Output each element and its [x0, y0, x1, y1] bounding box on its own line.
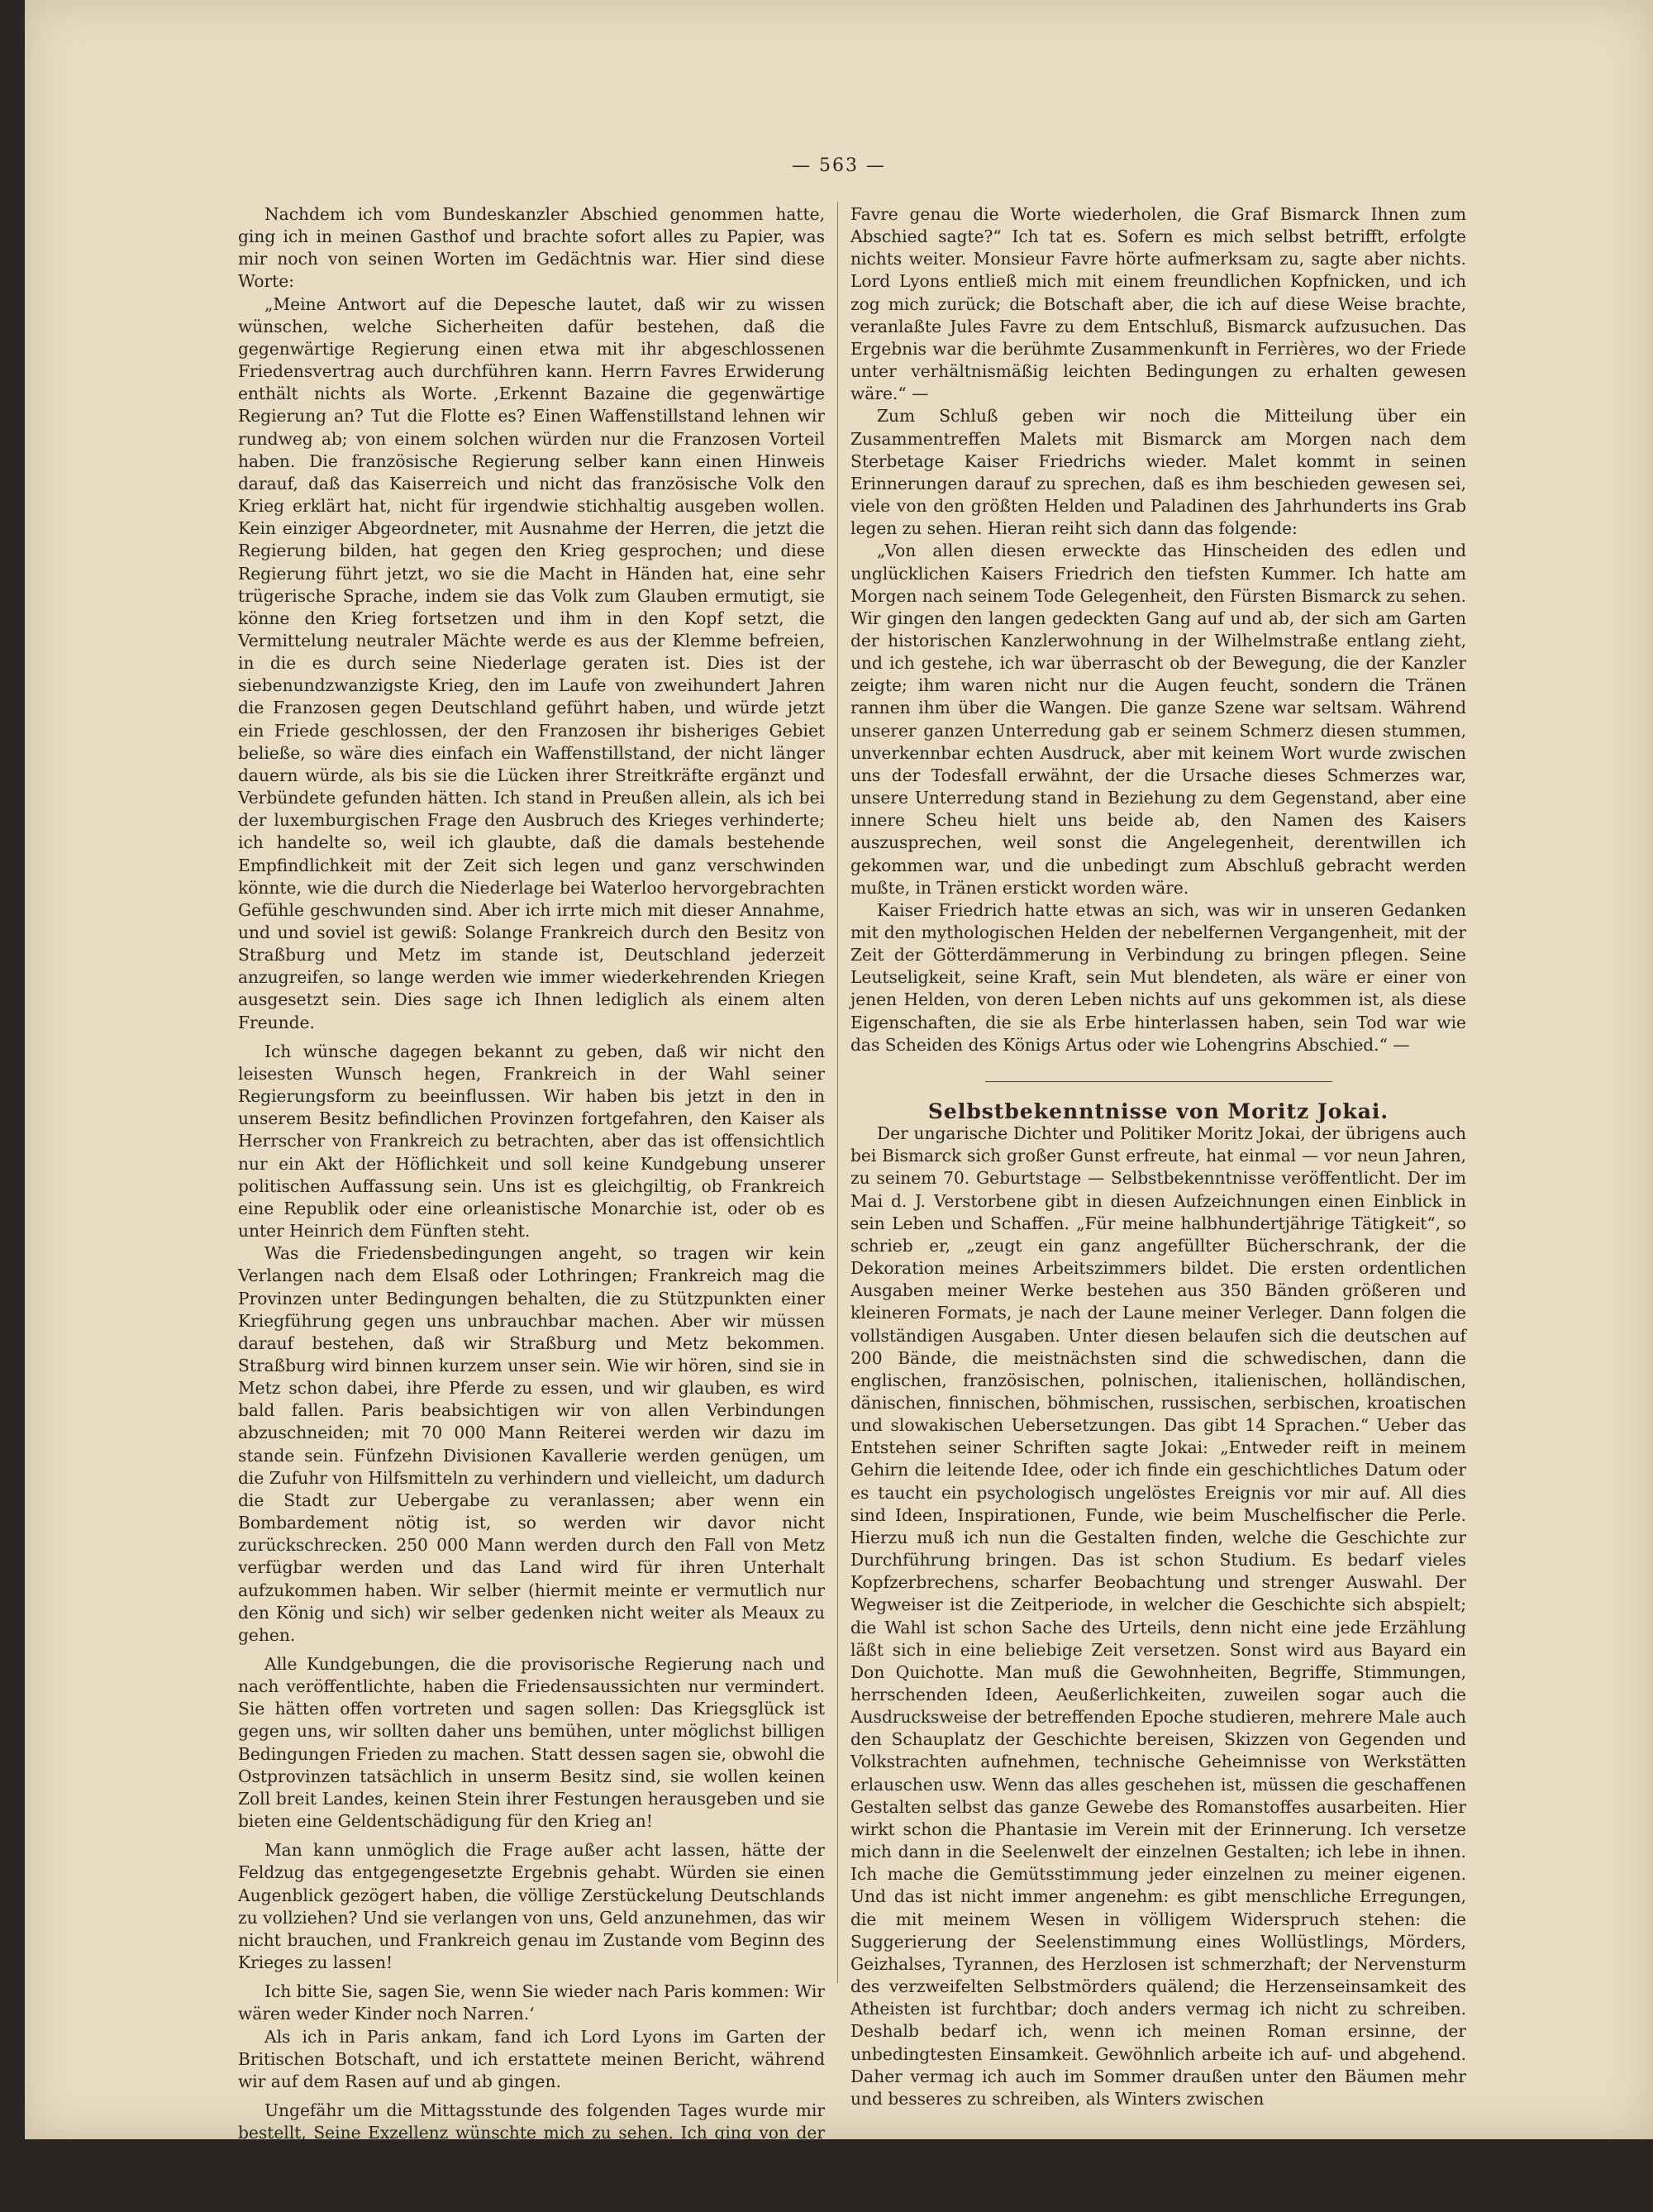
- paragraph: „Meine Antwort auf die Depesche lautet, daß wir zu wissen wünschen, welche Sicherheiten dafür bestehen, daß die gegenwärtige Regierung einen etwa mit ihr abgeschlossenen Friedensvertrag auch durchführen kann. Herrn Favres Erwiderung enthält nichts als Worte. ‚Erkennt Bazaine die gegenwärtige Regierung an? Tut die Flotte es? Einen Waffenstillstand lehnen wir rundweg ab; von einem solchen würden nur die Franzosen Vorteil haben. Die französische Regierung selber kann einen Hinweis darauf, daß das Kaiserreich und nicht das französische Volk den Krieg erklärt hat, nicht für irgendwie stichhaltig ausgeben wollen. Kein einziger Abgeordneter, mit Ausnahme der Herren, die jetzt die Regierung bilden, hat gegen den Krieg gesprochen; und diese Regierung führt jetzt, wo sie die Macht in Händen hat, eine sehr trügerische Sprache, indem sie das Volk zum Glauben ermutigt, sie könne den Krieg fortsetzen und ihm in den Kopf setzt, die Vermittelung neutraler Mächte werde es aus der Klemme befreien, in die es durch seine Niederlage geraten ist. Dies ist der siebenundzwanzigste Krieg, den im Laufe von zweihundert Jahren die Franzosen gegen Deutschland geführt haben, und würde jetzt ein Friede geschlossen, der den Franzosen ihr bisheriges Gebiet beließe, so wäre dies einfach ein Waffenstillstand, der nicht länger dauern würde, als bis sie die Lücken ihrer Streitkräfte ergänzt und Verbündete gefunden hätten. Ich stand in Preußen allein, als ich bei der luxemburgischen Frage den Ausbruch des Krieges verhinderte; ich handelte so, weil ich glaubte, daß die damals bestehende Empfindlichkeit mit der Zeit sich legen und ganz verschwinden könnte, wie die durch die Niederlage bei Waterloo hervorgebrachten Gefühle geschwunden sind. Aber ich irrte mich mit dieser Annahme, und und soviel ist gewiß: Solange Frankreich durch den Besitz von Straßburg und Metz im stande ist, Deutschland jederzeit anzugreifen, so lange werden wie immer wiederkehrenden Kriegen ausgesetzt sein. Dies sage ich Ihnen lediglich als einem alten Freunde.: [238, 293, 825, 1032]
- paragraph: „Von allen diesen erweckte das Hinscheiden des edlen und unglücklichen Kaisers Friedrich den tiefsten Kummer. Ich hatte am Morgen nach seinem Tode Gelegenheit, den Fürsten Bismarck zu sehen. Wir gingen den langen gedeckten Gang auf und ab, der sich am Garten der historischen Kanzlerwohnung in der Wilhelmstraße entlang zieht, und ich gestehe, ich war überrascht ob der Bewegung, die der Kanzler zeigte; ihm waren nicht nur die Augen feucht, sondern die Tränen rannen ihm über die Wangen. Die ganze Szene war seltsam. Während unserer ganzen Unterredung gab er seinem Schmerz diesen stummen, unverkennbar echten Ausdruck, aber mit keinem Wort wurde zwischen uns der Todesfall erwähnt, der die Ursache dieses Schmerzes war, unsere Unterredung stand in Beziehung zu dem Gegenstand, aber eine innere Scheu hielt uns beide ab, den Namen des Kaisers auszusprechen, weil sonst die Angelegenheit, derentwillen ich gekommen war, und die unbedingt zum Abschluß gebracht werden mußte, in Tränen erstickt worden wäre.: [850, 541, 1466, 898]
- paragraph: Zum Schluß geben wir noch die Mitteilung über ein Zusammentreffen Malets mit Bismarck am Morgen nach dem Sterbetage Kaiser Friedrichs wieder. Malet kommt in seinen Erinnerungen darauf zu sprechen, daß es ihm beschieden gewesen sei, viele von den größten Helden und Paladinen des Jahrhunderts ins Grab legen zu sehen. Hieran reiht sich dann das folgende:: [850, 406, 1466, 539]
- left-column: [238, 203, 825, 2212]
- newspaper-page: [25, 0, 1653, 2210]
- column-divider: [837, 202, 838, 1983]
- paragraph: Ich wünsche dagegen bekannt zu geben, daß wir nicht den leisesten Wunsch hegen, Frankreich in der Wahl seiner Regierungsform zu beeinflussen. Wir haben bis jetzt in den in unserem Besitz befindlichen Provinzen fortgefahren, den Kaiser als Herrscher von Frankreich zu betrachten, aber das ist offensichtlich nur ein Akt der Höflichkeit und soll keine Kundgebung unserer politischen Auffassung sein. Uns ist es gleichgiltig, ob Frankreich eine Republik oder eine orleanistische Monarchie ist, oder ob es unter Heinrich dem Fünften steht.: [238, 1041, 825, 1242]
- paragraph: Kaiser Friedrich hatte etwas an sich, was wir in unseren Gedanken mit den mythologischen Helden der nebelfernen Vergangenheit, mit der Zeit der Götterdämmerung in Verbindung zu bringen pflegen. Seine Leutseligkeit, seine Kraft, sein Mut blendeten, als wäre er einer von jenen Helden, von deren Leben nichts auf uns gekommen ist, als diese Eigenschaften, die sie als Erbe hinterlassen haben, sein Tod war wie das Scheiden des Königs Artus oder wie Lohengrins Abschied.“ —: [850, 899, 1466, 1055]
- page-number: — 563 —: [792, 155, 886, 176]
- paragraph: Alle Kundgebungen, die die provisorische Regierung nach und nach veröffentlichte, haben die Friedensaussichten nur vermindert. Sie hätten offen vortreten und sagen sollen: Das Kriegsglück ist gegen uns, wir sollten daher uns bemühen, unter möglichst billigen Bedingungen Frieden zu machen. Statt dessen sagen sie, obwohl die Ostprovinzen tatsächlich in unserm Besitz sind, sie wollen keinen Zoll breit Landes, keinen Stein ihrer Festungen herausgeben und sie bieten eine Geldentschädigung für den Krieg an!: [238, 1654, 825, 1832]
- section-divider: [985, 1081, 1332, 1082]
- paragraph: Was die Friedensbedingungen angeht, so tragen wir kein Verlangen nach dem Elsaß oder Lothringen; Frankreich mag die Provinzen unter Bedingungen behalten, die zu Stützpunkten einer Kriegführung gegen uns unbrauchbar machen. Aber wir müssen darauf bestehen, daß wir Straßburg und Metz bekommen. Straßburg wird binnen kurzem unser sein. Wie wir hören, sind sie in Metz schon dabei, ihre Pferde zu essen, und wir glauben, es wird bald fallen. Paris beabsichtigen wir von allen Verbindungen abzuschneiden; mit 70 000 Mann Reiterei werden wir dazu im stande sein. Fünfzehn Divisionen Kavallerie werden genügen, um die Zufuhr von Hilfsmitteln zu verhindern und vielleicht, um dadurch die Stadt zur Uebergabe zu veranlassen; aber wenn ein Bombardement nötig ist, so werden wir davor nicht zurückschrecken. 250 000 Mann werden durch den Fall von Metz verfügbar werden und das Land wird für ihren Unterhalt aufzukommen haben. Wir selber (hiermit meinte er vermutlich nur den König und sich) wir selber gedenken nicht weiter als Meaux zu gehen.: [238, 1243, 825, 1645]
- right-column: [850, 203, 1466, 2110]
- paragraph: Der ungarische Dichter und Politiker Moritz Jokai, der übrigens auch bei Bismarck sich großer Gunst erfreute, hat einmal — vor neun Jahren, zu seinem 70. Geburtstage — Selbstbekenntnisse veröffentlicht. Der im Mai d. J. Verstorbene gibt in diesen Aufzeichnungen einen Einblick in sein Leben und Schaffen. „Für meine halbhundertjährige Tätigkeit“, so schrieb er, „zeugt ein ganz angefüllter Bücherschrank, der die Dekoration meines Arbeitszimmers bildet. Die ersten ordentlichen Ausgaben meiner Werke bestehen aus 350 Bänden größeren und kleineren Formats, je nach der Laune meiner Verleger. Dann folgen die vollständigen Ausgaben. Unter diesen belaufen sich die deutschen auf 200 Bände, die meistnächsten sind die schwedischen, dann die englischen, französischen, polnischen, italienischen, holländischen, dänischen, finnischen, böhmischen, russischen, serbischen, kroatischen und slowakischen Uebersetzungen. Das gibt 14 Sprachen.“ Ueber das Entstehen seiner Schriften sagte Jokai: „Entweder reift in meinem Gehirn die leitende Idee, oder ich finde ein geschichtliches Datum oder es taucht ein psychologisch ungelöstes Ereignis vor mir auf. All dies sind Ideen, Inspirationen, Funde, wie beim Muschelfischer die Perle. Hierzu muß ich nun die Gestalten finden, welche die Geschichte zur Durchführung bringen. Das ist schon Studium. Es bedarf vieles Kopfzerbrechens, scharfer Beobachtung und strenger Auswahl. Der Wegweiser ist die Zeitperiode, in welcher die Geschichte sich abspielt; die Wahl ist schon Sache des Urteils, denn nicht eine jede Erzählung läßt sich in eine beliebige Zeit versetzen. Sonst wird aus Bayard ein Don Quichotte. Man muß die Gewohnheiten, Begriffe, Stimmungen, herrschenden Ideen, Aeußerlichkeiten, zuweilen sogar auch die Ausdrucksweise der betreffenden Epoche studieren, mehrere Male auch den Schauplatz der Geschichte bereisen, Skizzen von Gegenden und Volkstrachten aufnehmen, technische Geheimnisse von Werkstätten erlauschen usw. Wenn das alles geschehen ist, müssen die geschaffenen Gestalten selbst das ganze Gewebe des Romanstoffes ausarbeiten. Hier wirkt schon die Phantasie im Verein mit der Erinnerung. Ich versetze mich dann in die Seelenwelt der einzelnen Gestalten; ich lebe in ihnen. Ich mache die Gemütsstimmung jeder einzelnen zu meiner eigenen. Und das ist nicht immer angenehm: es gibt menschliche Erregungen, die mit meinem Wesen in völligem Widerspruch stehen: die Suggerierung der Seelenstimmung eines Wollüstlings, Mörders, Geizhalses, Tyrannen, des Herzlosen ist schmerzhaft; der Nervensturm des verzweifelten Selbstmörders quälend; die Herzenseinsamkeit des Atheisten ist furchtbar; doch anders vermag ich nicht zu schreiben. Deshalb bedarf ich, wenn ich meinen Roman ersinne, der unbedingtesten Einsamkeit. Gewöhnlich arbeite ich auf- und abgehend. Daher vermag ich auch im Sommer draußen unter den Bäumen mehr und besseres zu schreiben, als Winters zwischen: [850, 1123, 1466, 2109]
- scan-edge: [0, 0, 25, 2139]
- paragraph: Ich bitte Sie, sagen Sie, wenn Sie wieder nach Paris kommen: Wir wären weder Kinder noch Narren.‘: [238, 1981, 825, 2024]
- paragraph: Als ich in Paris ankam, fand ich Lord Lyons im Garten der Britischen Botschaft, und ich erstattete meinen Bericht, während wir auf dem Rasen auf und ab gingen.: [238, 2026, 825, 2091]
- paragraph: Favre genau die Worte wiederholen, die Graf Bismarck Ihnen zum Abschied sagte?“ Ich tat es. Sofern es mich selbst betrifft, erfolgte nichts weiter. Monsieur Favre hörte aufmerksam zu, sagte aber nichts. Lord Lyons entließ mich mit einem freundlichen Kopfnicken, und ich zog mich zurück; die Botschaft aber, die ich auf diese Weise brachte, veranlaßte Jules Favre zu dem Entschluß, Bismarck aufzusuchen. Das Ergebnis war die berühmte Zusammenkunft in Ferrières, wo der Friede unter verhältnismäßig leichten Bedingungen zu erhalten gewesen wäre.“ —: [850, 204, 1466, 404]
- paragraph: Nachdem ich vom Bundeskanzler Abschied genommen hatte, ging ich in meinen Gasthof und brachte sofort alles zu Papier, was mir noch von seinen Worten im Gedächtnis war. Hier sind diese Worte:: [238, 204, 825, 292]
- paragraph: Ungefähr um die Mittagsstunde des folgenden Tages wurde mir bestellt, Seine Exzellenz wünschte mich zu sehen. Ich ging von der Kanzlei hinüber und wurde in den gelben Salon gewiesen, wo ich ihn und Jules Favre fand. Lord Lyons bat mich, Platz zu nehmen; dann sagte er zu mir: ‚Wollen Sie Monsieur Jules: [238, 2100, 825, 2210]
- paragraph: Man kann unmöglich die Frage außer acht lassen, hätte der Feldzug das entgegengesetzte Ergebnis gehabt. Würden sie einen Augenblick gezögert haben, die völlige Zerstückelung Deutschlands zu vollziehen? Und sie verlangen von uns, Geld anzunehmen, das wir nicht brauchen, und Frankreich genau im Zustande vom Beginn des Krieges zu lassen!: [238, 1840, 825, 1973]
- section-title: Selbstbekenntnisse von Moritz Jokai.: [927, 1099, 1389, 1123]
